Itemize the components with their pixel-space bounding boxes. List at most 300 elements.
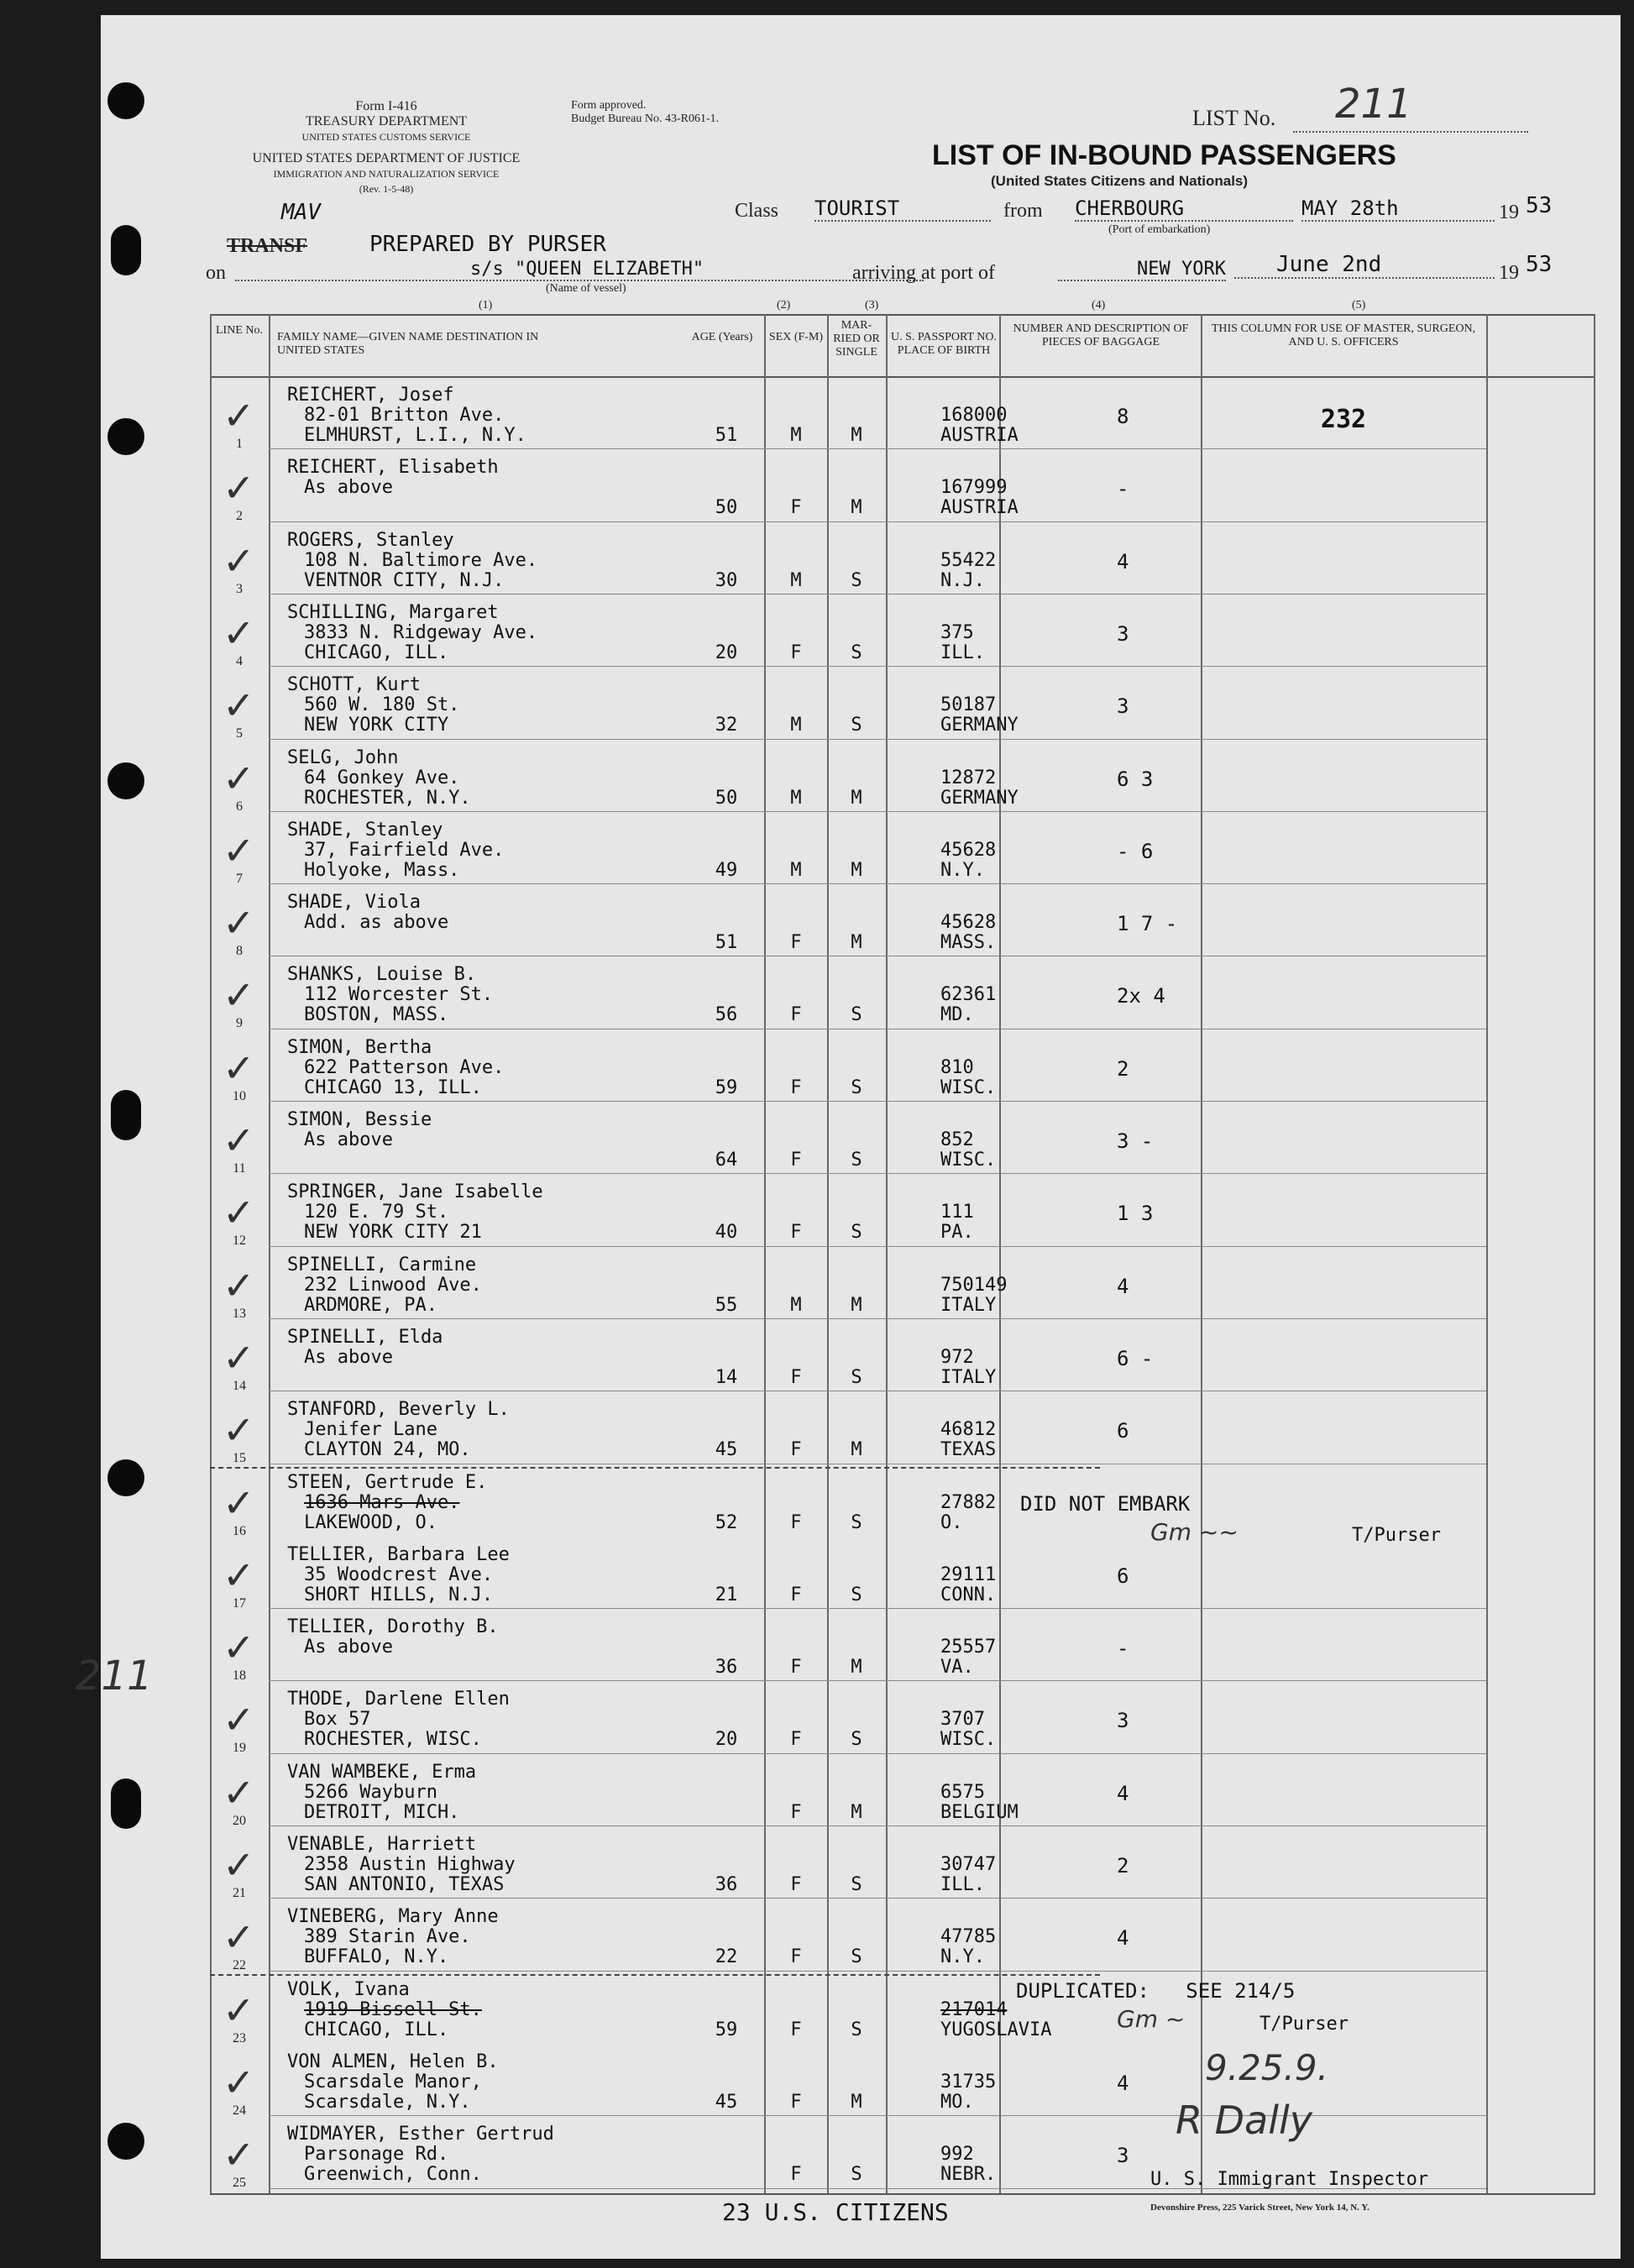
passenger-address: 108 N. Baltimore Ave. [304,549,538,571]
passenger-name: VAN WAMBEKE, Erma [287,1761,477,1783]
baggage-count: 4 [1117,549,1129,574]
baggage-count: 6 - [1117,1346,1154,1370]
passenger-marital: M [851,932,862,954]
col-divider [1201,314,1202,2193]
passenger-marital: S [851,1366,862,1388]
passenger-address: 1636 Mars Ave. [304,1491,460,1513]
passenger-name: SPINELLI, Elda [287,1326,443,1348]
passenger-name: SCHILLING, Margaret [287,601,499,623]
passport-number: 852 [940,1129,974,1150]
passport-number: 27882 [940,1491,997,1513]
passenger-address: As above [304,1129,393,1150]
passenger-name: VENABLE, Harriett [287,1834,477,1855]
birth-place: YUGOSLAVIA [940,2019,1052,2040]
birth-place: AUSTRIA [940,425,1019,446]
baggage-count: - 6 [1117,839,1154,863]
birth-place: MD. [940,1004,974,1026]
passenger-sex: M [790,787,802,809]
header-line-no: LINE No. [216,324,263,337]
list-number: 211 [1335,81,1412,128]
passenger-name: VOLK, Ivana [287,1978,410,2000]
passenger-sex: F [790,1584,802,1605]
row-separator [269,883,1486,884]
passenger-marital: M [851,2091,862,2113]
passenger-sex: F [790,1439,802,1461]
punch-hole [111,1778,141,1829]
passenger-marital: S [851,1222,862,1244]
row-separator [269,1971,1486,1972]
baggage-count: DID NOT EMBARK [1020,1491,1191,1516]
birth-place: CONN. [940,1584,997,1605]
depart-year: 53 [1526,193,1553,218]
passenger-age: 45 [715,1439,738,1461]
line-number: 20 [233,1813,246,1828]
passport-number: 111 [940,1202,974,1223]
passenger-sex: F [790,1801,802,1823]
baggage-count: 3 [1117,1709,1129,1733]
purser-label-1: T/Purser [1352,1525,1441,1546]
check-mark-icon: ✓ [223,465,255,511]
passenger-name: THODE, Darlene Ellen [287,1689,510,1710]
passenger-address: 5266 Wayburn [304,1781,437,1803]
passenger-city: CHICAGO, ILL. [304,2019,449,2040]
passenger-name: STANFORD, Beverly L. [287,1399,510,1421]
header-officers: THIS COLUMN FOR USE OF MASTER, SURGEON, AND U. S. OFFICERS [1211,322,1476,348]
passenger-city: ROCHESTER, N.Y. [304,787,471,809]
line-number: 23 [233,2030,246,2045]
passport-number: 31735 [940,2071,997,2093]
row-separator [269,1753,1486,1754]
passenger-city: Greenwich, Conn. [304,2164,482,2186]
passport-number: 30747 [940,1854,997,1875]
birth-place: AUSTRIA [940,497,1019,519]
passenger-city: ELMHURST, L.I., N.Y. [304,425,526,446]
passenger-name: VINEBERG, Mary Anne [287,1906,499,1928]
passenger-age: 50 [715,787,738,809]
col-num-4: (4) [1092,299,1106,312]
passenger-address: 35 Woodcrest Ave. [304,1564,494,1585]
birth-place: O. [940,1511,963,1533]
check-mark-icon: ✓ [223,1697,255,1743]
baggage-count: 3 [1117,694,1129,719]
passenger-city: CHICAGO, ILL. [304,642,449,663]
embark-note: (Port of embarkation) [1108,223,1211,236]
line-number: 21 [233,1886,246,1900]
baggage-count: 2 [1117,1854,1129,1878]
baggage-count: 1 7 - [1117,912,1178,936]
depart-year-prefix: 19 [1499,202,1519,223]
passenger-marital: M [851,1439,862,1461]
inspector-signature: R Dally [1176,2098,1312,2143]
passenger-address: 389 Starin Ave. [304,1926,471,1948]
row-separator [269,1173,1486,1174]
passport-number: 50187 [940,694,997,716]
passenger-city: DETROIT, MICH. [304,1801,460,1823]
ins-service: IMMIGRATION AND NATURALIZATION SERVICE [273,168,500,180]
passenger-name: SELG, John [287,746,399,768]
passenger-age: 32 [715,715,738,736]
passenger-marital: S [851,1874,862,1895]
document-title: LIST OF IN-BOUND PASSENGERS [932,139,1396,171]
passenger-sex: F [790,2091,802,2113]
passenger-sex: F [790,1366,802,1388]
check-mark-icon: ✓ [223,1552,255,1598]
customs-service: UNITED STATES CUSTOMS SERVICE [301,131,471,143]
check-mark-icon: ✓ [223,755,255,801]
row-separator [269,521,1486,522]
header-baggage: NUMBER AND DESCRIPTION OF PIECES OF BAGGAGE [1013,322,1189,348]
passenger-name: SHADE, Viola [287,892,421,914]
line-number: 22 [233,1958,246,1973]
passenger-sex: F [790,1004,802,1026]
birth-place: WISC. [940,1729,997,1751]
printer-credit: Devonshire Press, 225 Varick Street, New York 14, N. Y. [1150,2203,1370,2213]
baggage-count: 4 [1117,1274,1129,1298]
passport-number: 45628 [940,839,997,861]
passenger-name: SPINELLI, Carmine [287,1254,477,1275]
passport-number: 12872 [940,767,997,788]
row-separator [269,1101,1486,1102]
passenger-city: LAKEWOOD, O. [304,1511,437,1533]
passenger-age: 51 [715,425,738,446]
passenger-marital: S [851,1004,862,1026]
from-value: CHERBOURG [1075,196,1293,222]
passenger-marital: S [851,1511,862,1533]
birth-place: ILL. [940,1874,985,1895]
passenger-sex: M [790,859,802,881]
passenger-address: Scarsdale Manor, [304,2071,482,2093]
passenger-city: CHICAGO 13, ILL. [304,1076,482,1098]
arriving-label: arriving at port of [852,262,995,284]
list-no-label: LIST No. [1192,106,1276,130]
check-mark-icon: ✓ [223,1334,255,1380]
approved-text: Form approved. [571,99,647,112]
passenger-age: 45 [715,2091,738,2113]
birth-place: ILL. [940,642,985,663]
check-mark-icon: ✓ [223,2132,255,2178]
passenger-address: 82-01 Britton Ave. [304,405,505,426]
col-num-5: (5) [1352,299,1366,312]
passport-number: 55422 [940,549,997,571]
table-header-bottom [210,376,1595,378]
passport-number: 45628 [940,912,997,934]
punch-hole [107,82,144,119]
passenger-marital: S [851,715,862,736]
passenger-sex: M [790,1294,802,1316]
passenger-city: ROCHESTER, WISC. [304,1729,482,1751]
birth-place: BELGIUM [940,1801,1019,1823]
check-mark-icon: ✓ [223,1118,255,1163]
passenger-marital: S [851,1729,862,1751]
line-number: 1 [236,437,243,451]
punch-hole [111,1090,141,1140]
passenger-city: BUFFALO, N.Y. [304,1946,449,1968]
col-divider [827,314,829,2193]
passenger-city: SHORT HILLS, N.J. [304,1584,494,1605]
check-mark-icon: ✓ [223,393,255,438]
check-mark-icon: ✓ [223,900,255,946]
purser-signature-1: Gm ~~ [1150,1518,1239,1546]
arrive-year-prefix: 19 [1499,262,1519,284]
passenger-name: SCHOTT, Kurt [287,674,421,696]
line-number: 9 [236,1016,243,1031]
baggage-count: 2x 4 [1117,984,1165,1008]
passenger-marital: M [851,859,862,881]
transf-mark: TRANSF [227,235,308,257]
passenger-age: 64 [715,1150,738,1171]
baggage-count: 3 [1117,621,1129,646]
line-number: 10 [233,1088,246,1103]
baggage-count: 6 3 [1117,767,1154,791]
budget-text: Budget Bureau No. 43-R061-1. [571,113,720,125]
birth-place: WISC. [940,1150,997,1171]
passenger-name: TELLIER, Dorothy B. [287,1616,499,1638]
on-label: on [206,262,226,284]
check-mark-icon: ✓ [223,1625,255,1671]
passenger-address: 120 E. 79 St. [304,1202,449,1223]
line-number: 12 [233,1234,246,1249]
birth-place: TEXAS [940,1439,997,1461]
header-married: MAR- RIED OR SINGLE [833,319,880,359]
passenger-marital: S [851,1946,862,1968]
passport-number: 810 [940,1056,974,1078]
footer-total: 23 U.S. CITIZENS [722,2198,949,2226]
row-separator [269,1825,1486,1826]
check-mark-icon: ✓ [223,1045,255,1091]
baggage-count: 4 [1117,1926,1129,1951]
passenger-age: 20 [715,642,738,663]
passenger-address: 560 W. 180 St. [304,694,460,716]
check-mark-icon: ✓ [223,972,255,1019]
passenger-address: 3833 N. Ridgeway Ave. [304,621,538,643]
list-no-line [1293,131,1528,133]
passenger-city: VENTNOR CITY, N.J. [304,569,505,591]
birth-place: PA. [940,1222,974,1244]
passenger-name: SHADE, Stanley [287,819,443,841]
row-separator [210,1974,1100,1977]
passenger-marital: S [851,1150,862,1171]
line-number: 17 [233,1595,246,1611]
passenger-address: Box 57 [304,1709,371,1731]
from-label: from [1003,200,1043,222]
passenger-sex: F [790,1076,802,1098]
passenger-marital: M [851,1801,862,1823]
table-bottom-border [210,2193,1595,2195]
passenger-name: SIMON, Bertha [287,1036,432,1058]
passenger-address: As above [304,477,393,499]
col-num-3: (3) [865,299,879,312]
passenger-address: 112 Worcester St. [304,984,494,1006]
col-divider [764,314,766,2193]
passport-number: 62361 [940,984,997,1006]
baggage-count: 4 [1117,2071,1129,2095]
depart-date: MAY 28th [1301,196,1495,222]
col-divider [1594,314,1595,2193]
passenger-age: 59 [715,1076,738,1098]
check-mark-icon: ✓ [223,1769,255,1815]
passenger-marital: S [851,2164,862,2186]
passenger-city: SAN ANTONIO, TEXAS [304,1874,505,1895]
birth-place: MASS. [940,932,997,954]
passenger-marital: S [851,2019,862,2040]
passenger-name: WIDMAYER, Esther Gertrud [287,2124,554,2145]
passenger-name: SIMON, Bessie [287,1109,432,1130]
passenger-sex: F [790,2164,802,2186]
passenger-marital: M [851,787,862,809]
line-number: 11 [233,1161,246,1176]
passenger-city: CLAYTON 24, MO. [304,1439,471,1461]
birth-place: GERMANY [940,787,1019,809]
passenger-sex: F [790,1729,802,1751]
passenger-age: 21 [715,1584,738,1605]
passenger-age: 22 [715,1946,738,1968]
passenger-age: 49 [715,859,738,881]
passenger-age: 36 [715,1657,738,1679]
line-number: 2 [236,509,243,524]
passport-number: 47785 [940,1926,997,1948]
check-mark-icon: ✓ [223,1190,255,1236]
passenger-age: 20 [715,1729,738,1751]
passenger-address: As above [304,1346,393,1368]
inspector-label: U. S. Immigrant Inspector [1150,2169,1429,2190]
check-mark-icon: ✓ [223,1842,255,1888]
line-number: 7 [236,871,243,886]
passenger-age: 55 [715,1294,738,1316]
line-number: 4 [236,653,243,668]
purser-signature-2: Gm ~ [1117,2005,1186,2033]
line-number: 24 [233,2103,246,2118]
col-num-2: (2) [777,299,791,312]
baggage-count: DUPLICATED: SEE 214/5 [1016,1978,1296,2003]
header-passport: U. S. PASSPORT NO. PLACE OF BIRTH [891,331,997,357]
punch-hole [107,762,144,799]
birth-place: N.Y. [940,1946,985,1968]
passenger-sex: F [790,1511,802,1533]
passenger-address: 1919 Bissell St. [304,1998,482,2020]
passenger-address: 64 Gonkey Ave. [304,767,460,788]
passenger-name: REICHERT, Josef [287,385,454,406]
check-mark-icon: ✓ [223,610,255,656]
baggage-count: 4 [1117,1781,1129,1805]
vessel-note: (Name of vessel) [546,282,626,295]
passenger-sex: M [790,425,802,446]
passenger-address: As above [304,1637,393,1658]
line-number: 18 [233,1668,246,1684]
check-mark-icon: ✓ [223,1407,255,1454]
check-mark-icon: ✓ [223,827,255,873]
passenger-city: NEW YORK CITY 21 [304,1222,482,1244]
passenger-age: 40 [715,1222,738,1244]
passport-number: 6575 [940,1781,985,1803]
passenger-sex: F [790,2019,802,2040]
officer-note: 232 [1320,405,1367,434]
row-separator [210,1467,1100,1469]
check-mark-icon: ✓ [223,537,255,584]
arrive-year: 53 [1526,252,1553,277]
passenger-sex: F [790,932,802,954]
punch-hole [107,1459,144,1496]
punch-hole [111,225,141,275]
passport-number: 46812 [940,1419,997,1441]
manifest-page [76,15,1621,2259]
passenger-sex: F [790,497,802,519]
header-age: AGE (Years) [691,331,753,343]
passport-number: 3707 [940,1709,985,1731]
row-separator [269,448,1486,449]
birth-place: ITALY [940,1366,997,1388]
row-separator [269,1318,1486,1319]
passenger-marital: S [851,1584,862,1605]
passenger-address: Jenifer Lane [304,1419,437,1441]
birth-place: N.J. [940,569,985,591]
baggage-count: 2 [1117,1056,1129,1081]
row-separator [269,1608,1486,1609]
form-approved [571,99,719,126]
baggage-count: 6 [1117,1419,1129,1443]
passenger-age: 50 [715,497,738,519]
baggage-count: - [1117,1637,1129,1661]
passenger-sex: F [790,1150,802,1171]
purser-label-2: T/Purser [1260,2014,1349,2035]
passenger-name: STEEN, Gertrude E. [287,1471,488,1493]
passport-number: 972 [940,1346,974,1368]
passenger-address: Parsonage Rd. [304,2144,449,2166]
treasury-dept: TREASURY DEPARTMENT [305,114,468,128]
passenger-sex: F [790,1874,802,1895]
row-separator [269,1246,1486,1247]
line-number: 25 [233,2176,246,2191]
passenger-name: SHANKS, Louise B. [287,964,477,986]
passenger-sex: F [790,1657,802,1679]
passenger-sex: F [790,642,802,663]
class-label: Class [735,200,779,222]
passenger-address: Add. as above [304,912,449,934]
document-subtitle: (United States Citizens and Nationals) [991,173,1249,189]
passenger-name: SPRINGER, Jane Isabelle [287,1181,543,1203]
passenger-sex: F [790,1222,802,1244]
passenger-city: NEW YORK CITY [304,715,449,736]
header-name: FAMILY NAME—GIVEN NAME DESTINATION IN UNITED STATES [277,331,539,357]
passport-number: 992 [940,2144,974,2166]
passenger-marital: S [851,1076,862,1098]
justice-dept: UNITED STATES DEPARTMENT OF JUSTICE [252,151,521,165]
form-header-left [210,99,563,196]
passenger-age: 30 [715,569,738,591]
revision: (Rev. 1-5-48) [359,183,414,195]
passenger-sex: M [790,715,802,736]
arrive-date: June 2nd [1234,252,1495,279]
col-divider [269,314,270,2193]
line-number: 14 [233,1378,246,1393]
check-mark-icon: ✓ [223,1480,255,1526]
passenger-age: 59 [715,2019,738,2040]
birth-place: MO. [940,2091,974,2113]
mav-mark: MAV [281,200,321,225]
passenger-address: 232 Linwood Ave. [304,1274,482,1296]
birth-place: N.Y. [940,859,985,881]
birth-place: WISC. [940,1076,997,1098]
check-mark-icon: ✓ [223,683,255,729]
col-num-1: (1) [479,299,493,312]
line-number: 13 [233,1306,246,1321]
row-separator [269,666,1486,667]
birth-place: ITALY [940,1294,997,1316]
baggage-count: 3 - [1117,1129,1154,1153]
passport-number: 168000 [940,405,1008,426]
date-stamp: 9.25.9. [1205,2047,1328,2088]
check-mark-icon: ✓ [223,1987,255,2033]
passport-number: 217014 [940,1998,1008,2020]
